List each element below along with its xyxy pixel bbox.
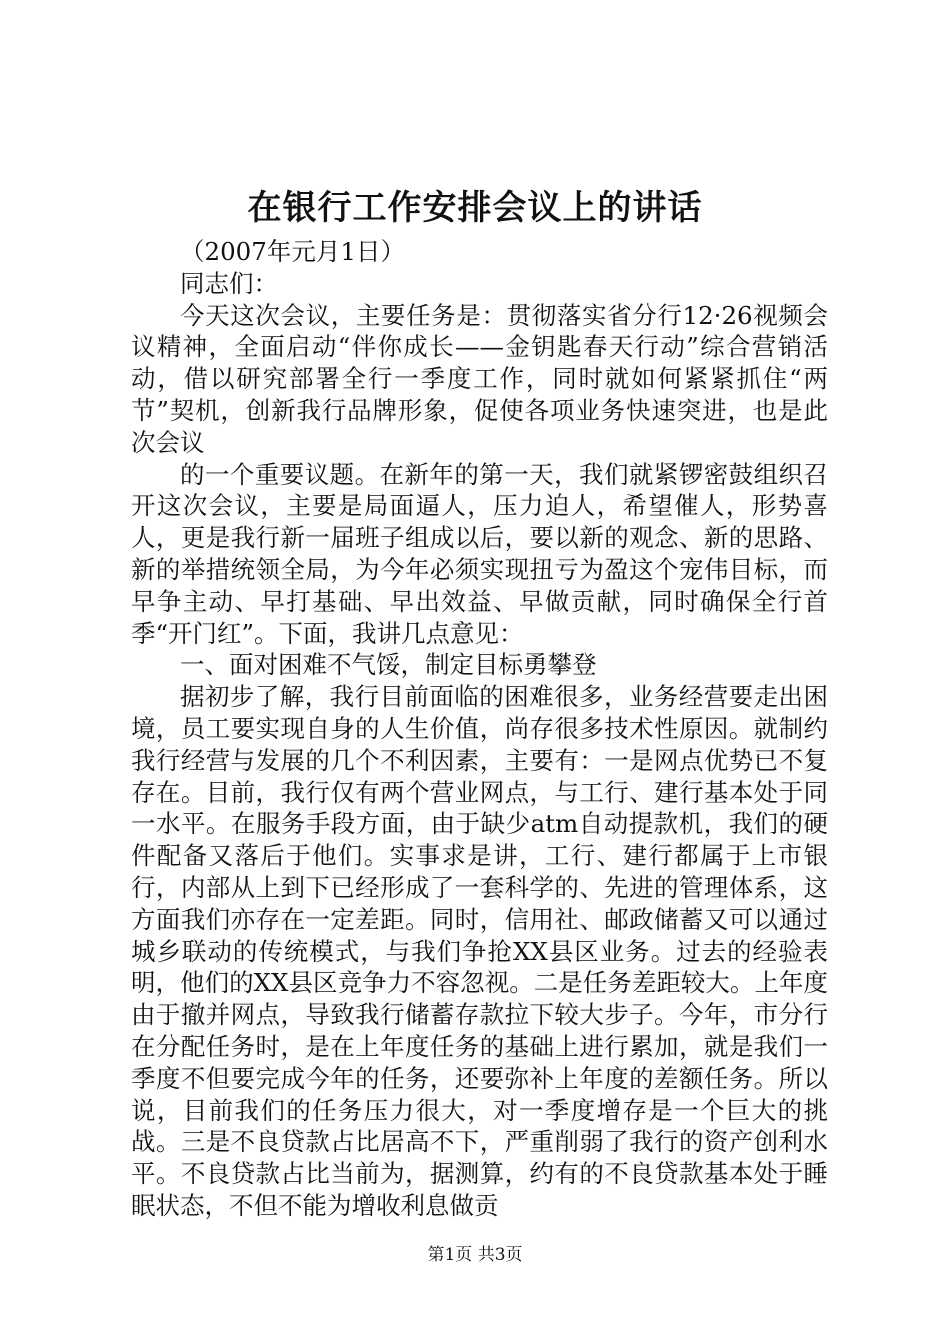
section-heading-1: 一、面对困难不气馁，制定目标勇攀登	[180, 650, 597, 680]
paragraph-3: 据初步了解，我行目前面临的困难很多，业务经营要走出困境，员工要实现自身的人生价值，尚存很多技术性原因。就制约我行经营与发展的几个不利因素，主要有：一是网点优势已不复存在。目前，我行仅有两个营业网点，与工行、建行基本处于同一水平。在服务手段方面，由于缺少atm自动提款机，我们的硬件配备又落后于他们。实事求是讲，工行、建行都属于上市银行，内部从上到下已经形成了一套科学的、先进的管理体系，这方面我们亦存在一定差距。同时，信用社、邮政储蓄又可以通过城乡联动的传统模式，与我们争抢XX县区业务。过去的经验表明，他们的XX县区竞争力不容忽视。二是任务差距较大。上年度由于撤并网点，导致我行储蓄存款拉下较大步子。今年，市分行在分配任务时，是在上年度任务的基础上进行累加，就是我们一季度不但要完成今年的任务，还要弥补上年度的差额任务。所以说，目前我们的任务压力很大，对一季度增存是一个巨大的挑战。三是不良贷款占比居高不下，严重削弱了我行的资产创利水平。不良贷款占比当前为，据测算，约有的不良贷款基本处于睡眠状态，不但不能为增收利息做贡	[131, 682, 828, 1220]
paragraph-1: 今天这次会议，主要任务是：贯彻落实省分行12·26视频会议精神，全面启动“伴你成长——金钥匙春天行动”综合营销活动，借以研究部署全行一季度工作，同时就如何紧紧抓住“两节”契机，创新我行品牌形象，促使各项业务快速突进，也是此次会议	[131, 300, 828, 457]
document-title: 在银行工作安排会议上的讲话	[247, 188, 703, 228]
document-body	[131, 236, 828, 1222]
paragraph-2: 的一个重要议题。在新年的第一天，我们就紧锣密鼓组织召开这次会议，主要是局面逼人，压力迫人，希望催人，形势喜人，更是我行新一届班子组成以后，要以新的观念、新的思路、新的举措统领全局，为今年必须实现扭亏为盈这个宠伟目标，而早争主动、早打基础、早出效益、早做贡献，同时确保全行首季“开门红”。下面，我讲几点意见：	[131, 459, 828, 648]
page-footer: 第1页 共3页	[427, 1245, 523, 1265]
salutation: 同志们：	[180, 268, 278, 298]
document-date: （2007年元月1日）	[180, 237, 405, 266]
